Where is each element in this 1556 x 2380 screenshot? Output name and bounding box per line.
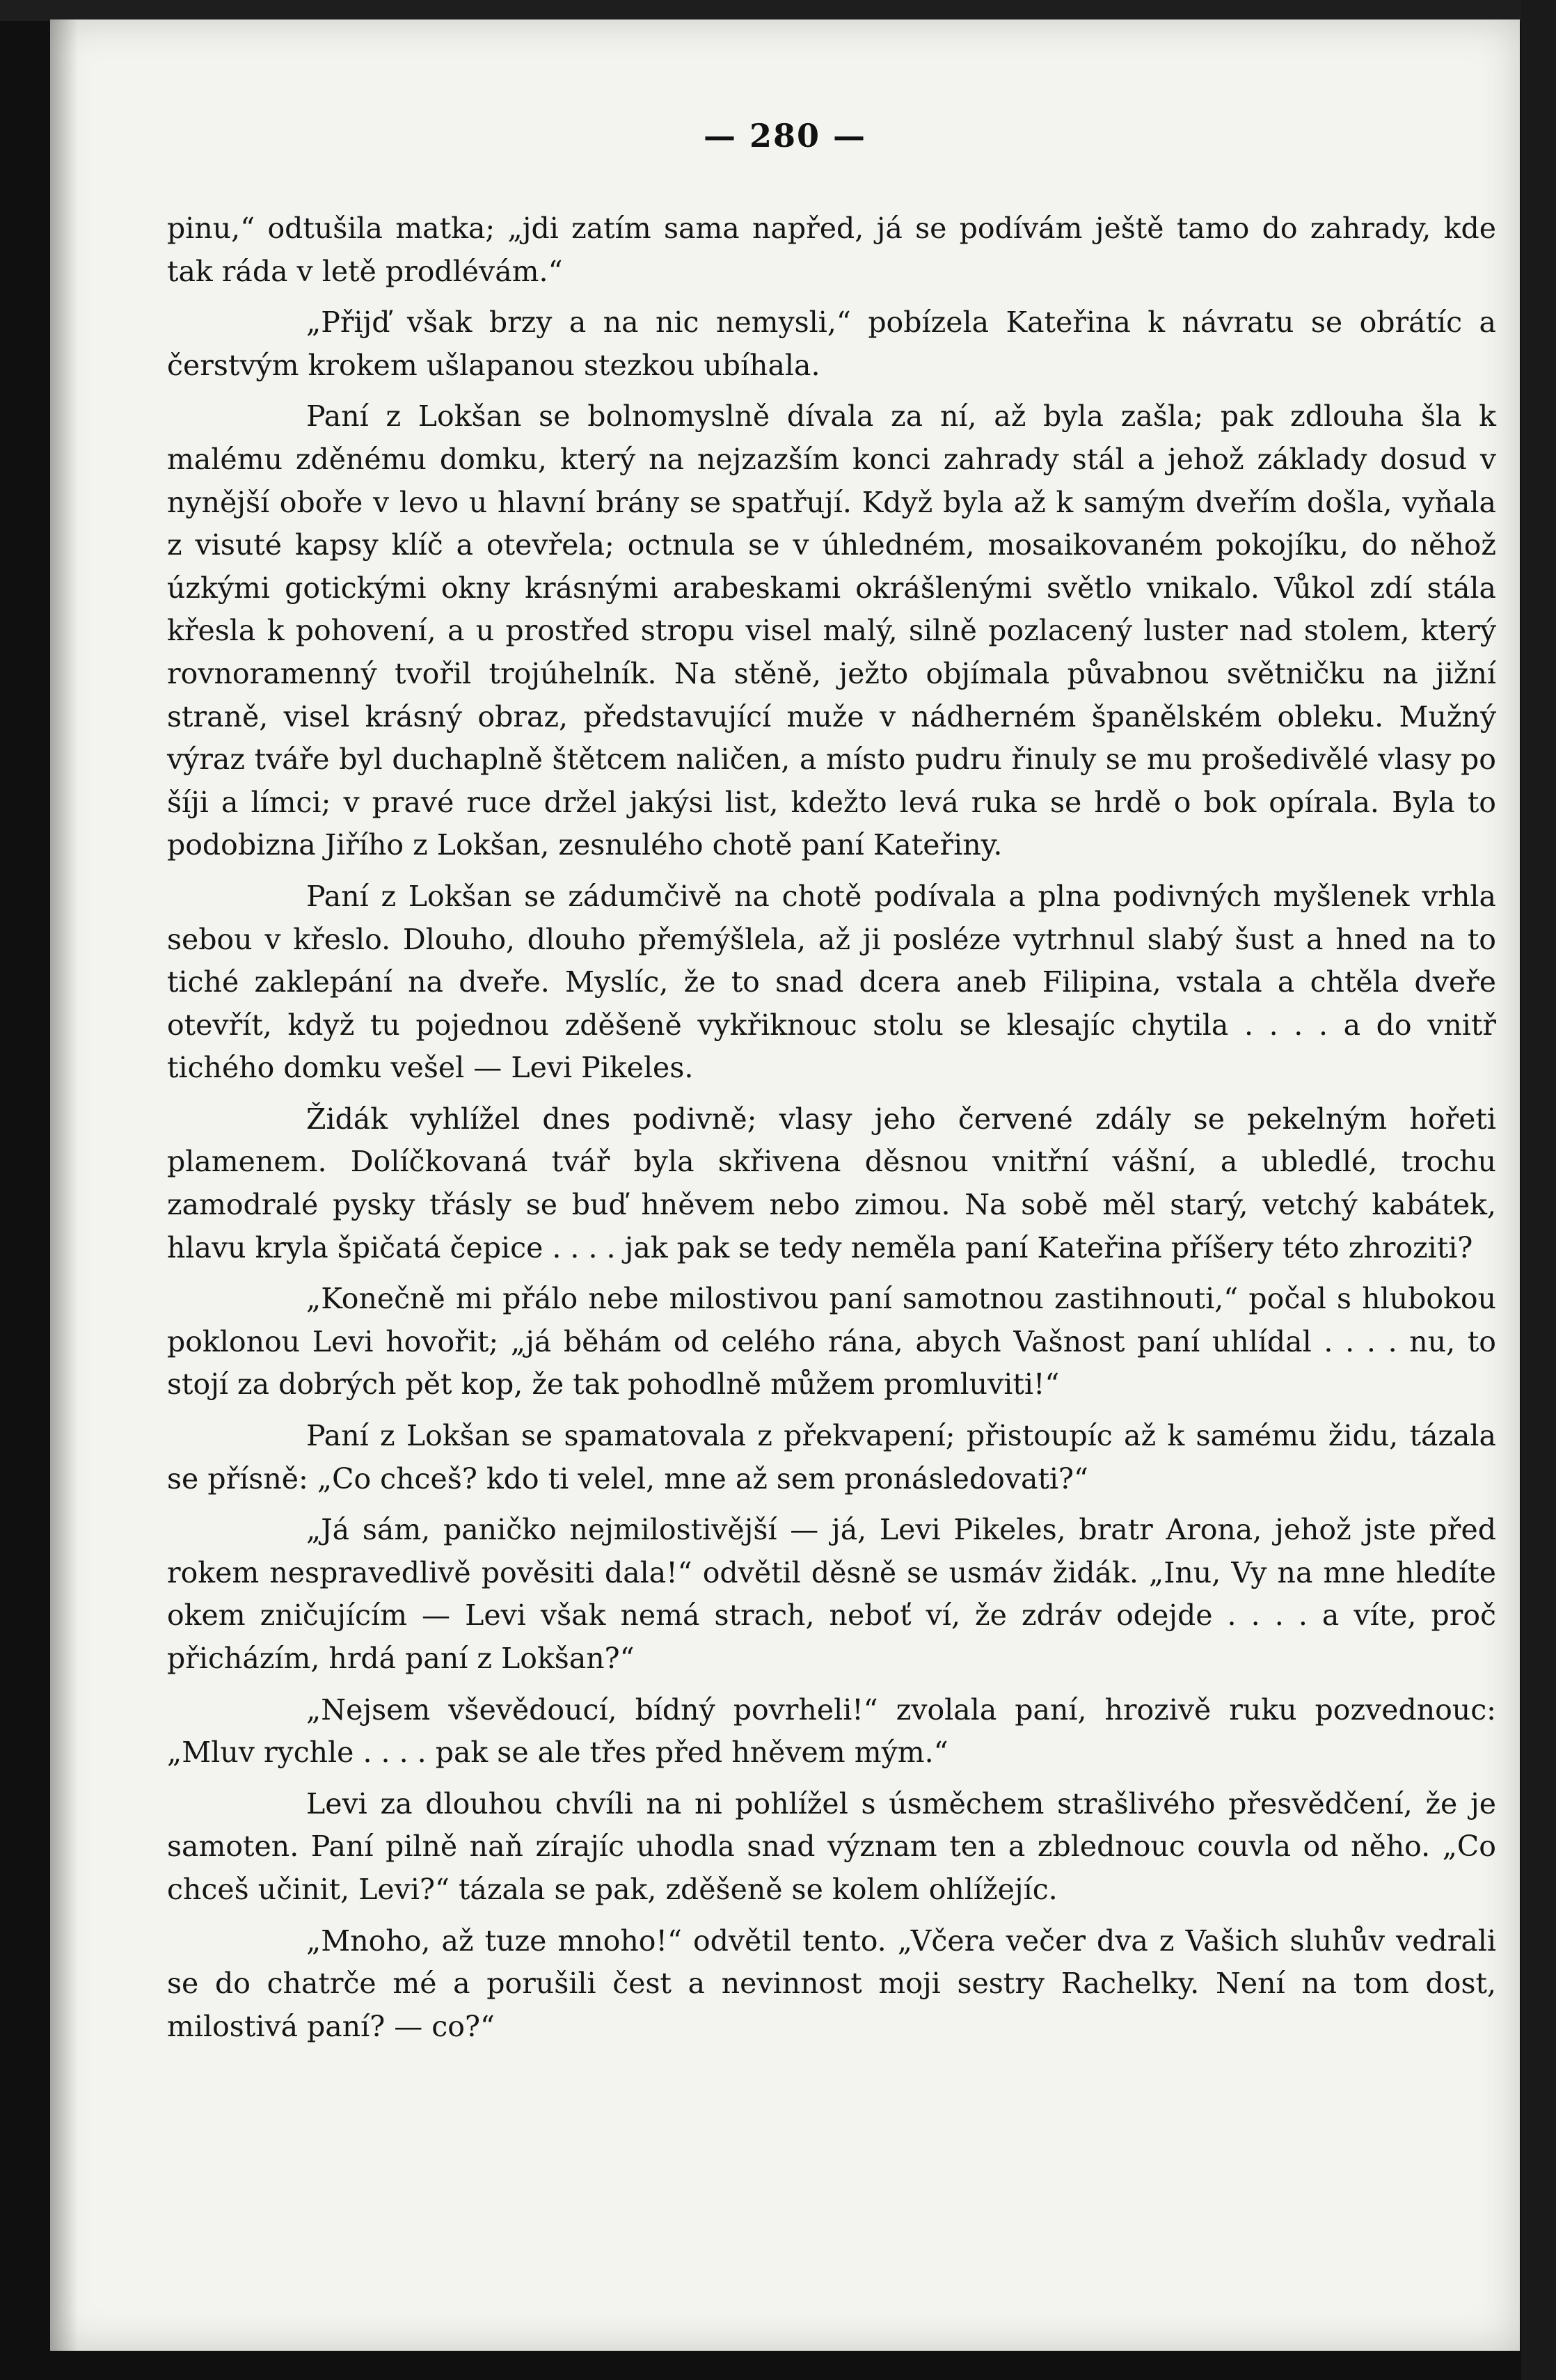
paragraph: „Nejsem vševědoucí, bídný povrheli!“ zvolala paní, hrozivě ruku pozvednouc: „Mluv rychle . . . . pak se ale třes před hněvem mým.“ (167, 1692, 1496, 1770)
page-shadow (50, 19, 78, 2351)
paragraph: „Konečně mi přálo nebe milostivou paní samotnou zastihnouti,“ počal s hlubokou poklonou Levi hovořit; „já běhám od celého rána, abych Vašnost paní uhlídal . . . . nu, to stojí za dobrých pět kop, že tak pohodlně můžem promluviti!“ (167, 1282, 1496, 1402)
paragraph: Levi za dlouhou chvíli na ni pohlížel s úsměchem strašlivého přesvědčení, že je samoten. Paní pilně naň zírajíc uhodla snad význam ten a zblednouc couvla od něho. „Co chceš učinit, Levi?“ tázala se pak, zděšeně se kolem ohlížejíc. (167, 1786, 1496, 1906)
paragraph: „Přijď však brzy a na nic nemysli,“ pobízela Kateřina k návratu se obrátíc a čerstvým krokem ušlapanou stezkou ubíhala. (167, 306, 1496, 382)
paragraph: Paní z Lokšan se zádumčivě na chotě podívala a plna podivných myšlenek vrhla sebou v křeslo. Dlouho, dlouho přemýšlela, až ji posléze vytrhnul slabý šust a hned na to tiché zaklepání na dveře. Myslíc, že to snad dcera aneb Filipina, vstala a chtěla dveře otevřít, když tu pojednou zděšeně vykřiknouc stolu se klesajíc chytila . . . . a do vnitř tichého domku vešel — Levi Pikeles. (167, 879, 1496, 1085)
scan-top-edge (0, 0, 1556, 21)
paragraph: pinu,“ odtušila matka; „jdi zatím sama napřed, já se podívám ještě tamo do zahrady, kde tak ráda v letě prodlévám.“ (167, 212, 1496, 288)
paragraph: „Já sám, paničko nejmilostivější — já, Levi Pikeles, bratr Arona, jehož jste před rokem nespravedlivě pověsiti dala!“ odvětil děsně se usmáv židák. „Inu, Vy na mne hledíte okem zničujícím — Levi však nemá strach, neboť ví, že zdráv odejde . . . . a víte, proč přicházím, hrdá paní z Lokšan?“ (167, 1513, 1496, 1675)
body-text (167, 207, 1496, 2048)
paragraph: Paní z Lokšan se spamatovala z překvapení; přistoupíc až k samému židu, tázala se přísně: „Co chceš? kdo ti velel, mne až sem pronásledovati?“ (167, 1419, 1496, 1496)
book-page (50, 19, 1520, 2351)
paragraph: „Mnoho, až tuze mnoho!“ odvětil tento. „Včera večer dva z Vašich sluhův vedrali se do chatrče mé a porušili čest a nevinnost moji sestry Rachelky. Není na tom dost, milostivá paní? — co?“ (167, 1923, 1496, 2043)
paragraph: Paní z Lokšan se bolnomyslně dívala za ní, až byla zašla; pak zdlouha šla k malému zděnému domku, který na nejzazším konci zahrady stál a jehož základy dosud v nynější oboře v levo u hlavní brány se spatřují. Když byla až k samým dveřím došla, vyňala z visuté kapsy klíč a otevřela; octnula se v úhledném, mosaikovaném pokojíku, do něhož úzkými gotickými okny krásnými arabeskami okrášlenými světlo vnikalo. Vůkol zdí stála křesla k pohovení, a u prostřed stropu visel malý, silně pozlacený luster nad stolem, který rovnoramenný tvořil trojúhelník. Na stěně, ježto objímala půvabnou světničku na jižní straně, visel krásný obraz, představující muže v nádherném španělském obleku. Mužný výraz tváře byl duchaplně štětcem naličen, a místo pudru řinuly se mu prošedivělé vlasy po šíji a límci; v pravé ruce držel jakýsi list, kdežto levá ruka se hrdě o bok opírala. Byla to podobizna Jiřího z Lokšan, zesnulého chotě paní Kateřiny. (167, 399, 1496, 862)
page-number: — 280 — (703, 117, 867, 154)
scan-right-edge (1521, 0, 1556, 2380)
paragraph: Židák vyhlížel dnes podivně; vlasy jeho červené zdály se pekelným hořeti plamenem. Dolíčkovaná tvář byla skřivena děsnou vnitřní vášní, a ubledlé, trochu zamodralé pysky třásly se buď hněvem nebo zimou. Na sobě měl starý, vetchý kabátek, hlavu kryla špičatá čepice . . . . jak pak se tedy neměla paní Kateřina příšery této zhroziti? (167, 1102, 1496, 1264)
